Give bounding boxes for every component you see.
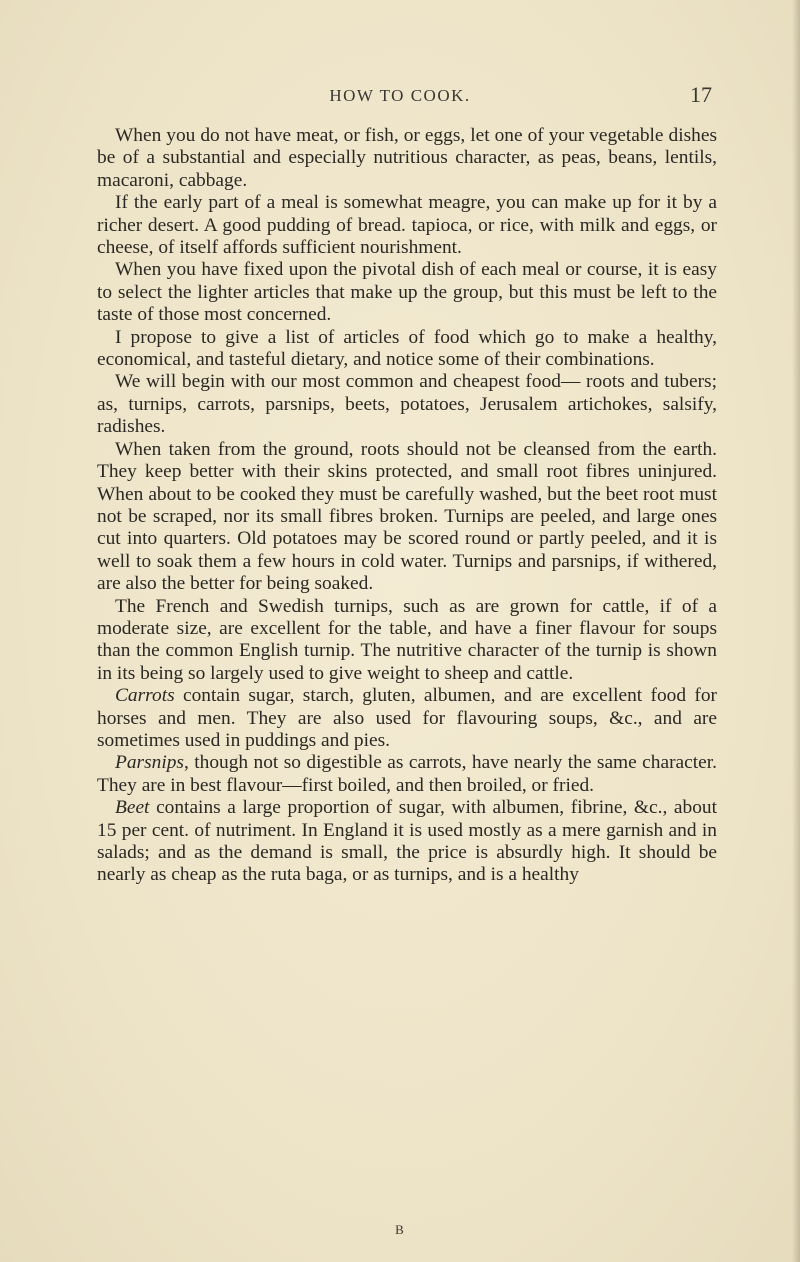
paragraph bbox=[97, 371, 717, 438]
paragraph bbox=[97, 125, 717, 192]
paragraph bbox=[97, 752, 717, 797]
paragraph-text: The French and Swedish turnips, such as are grown for cattle, if of a moderate size, are excellent for the table, and have a finer flavour for soups than the common English turnip. The nutritive character of the turnip is shown in its being so largely used to give weight to sheep and cattle. bbox=[97, 595, 717, 684]
paragraph bbox=[97, 327, 717, 372]
paragraph-text: We will begin with our most common and cheapest food— roots and tubers; as, turnips, carrots, parsnips, beets, potatoes, Jerusalem artichokes, salsify, radishes. bbox=[97, 371, 717, 438]
paragraph bbox=[97, 685, 717, 752]
body-text bbox=[97, 125, 717, 887]
paragraph bbox=[97, 439, 717, 596]
paragraph-text: When you do not have meat, or fish, or eggs, let one of your vegetable dishes be of a substantial and especially nutritious character, as peas, beans, lentils, macaroni, cabbage. bbox=[97, 125, 717, 191]
paragraph-text: contain sugar, starch, gluten, albumen, and are excellent food for horses and men. They are also used for flavouring soups, &c., and are sometimes used in puddings and pies. bbox=[97, 685, 717, 751]
paragraph bbox=[97, 192, 717, 259]
paragraph-lead: Carrots bbox=[115, 685, 175, 707]
page-number: 17 bbox=[690, 82, 712, 107]
running-title: HOW TO COOK. bbox=[329, 86, 471, 105]
paragraph-text: , though not so digestible as carrots, have nearly the same character. They are in best flavour—first boiled, and then broiled, or fried. bbox=[97, 752, 717, 796]
page-edge-shadow bbox=[792, 0, 800, 1262]
paragraph bbox=[97, 797, 717, 887]
paragraph-text: If the early part of a meal is somewhat meagre, you can make up for it by a richer desert. A good pudding of bread. tapioca, or rice, with milk and eggs, or cheese, of itself affords sufficient nourishment. bbox=[97, 192, 717, 259]
signature-mark: B bbox=[395, 1222, 405, 1237]
paragraph bbox=[97, 596, 717, 686]
paragraph-text: I propose to give a list of articles of food which go to make a healthy, economical, and tasteful dietary, and notice some of their combinations. bbox=[97, 326, 717, 371]
paragraph bbox=[97, 259, 717, 326]
paragraph-lead: Beet bbox=[115, 797, 150, 819]
paragraph-text: When you have fixed upon the pivotal dish of each meal or course, it is easy to select the lighter articles that make up the group, but this must be left to the taste of those most concerned. bbox=[97, 259, 717, 326]
running-head bbox=[0, 82, 800, 112]
paragraph-text: contains a large proportion of sugar, with albumen, fibrine, &c., about 15 per cent. of nutriment. In England it is used mostly as a mere garnish and in salads; and as the demand is small, the price is absurdly high. It should be nearly as cheap as the ruta baga, or as turnips, and is a healthy bbox=[97, 797, 717, 886]
paragraph-lead: Parsnips bbox=[115, 752, 184, 774]
paragraph-text: When taken from the ground, roots should not be cleansed from the earth. They keep better with their skins protected, and small root fibres uninjured. When about to be cooked they must be carefully washed, but the beet root must not be scraped, nor its small fibres broken. Turnips are peeled, and large ones cut into quarters. Old potatoes may be scored round or partly peeled, and it is well to soak them a few hours in cold water. Turnips and parsnips, if withered, are also the better for being soaked. bbox=[97, 438, 717, 595]
